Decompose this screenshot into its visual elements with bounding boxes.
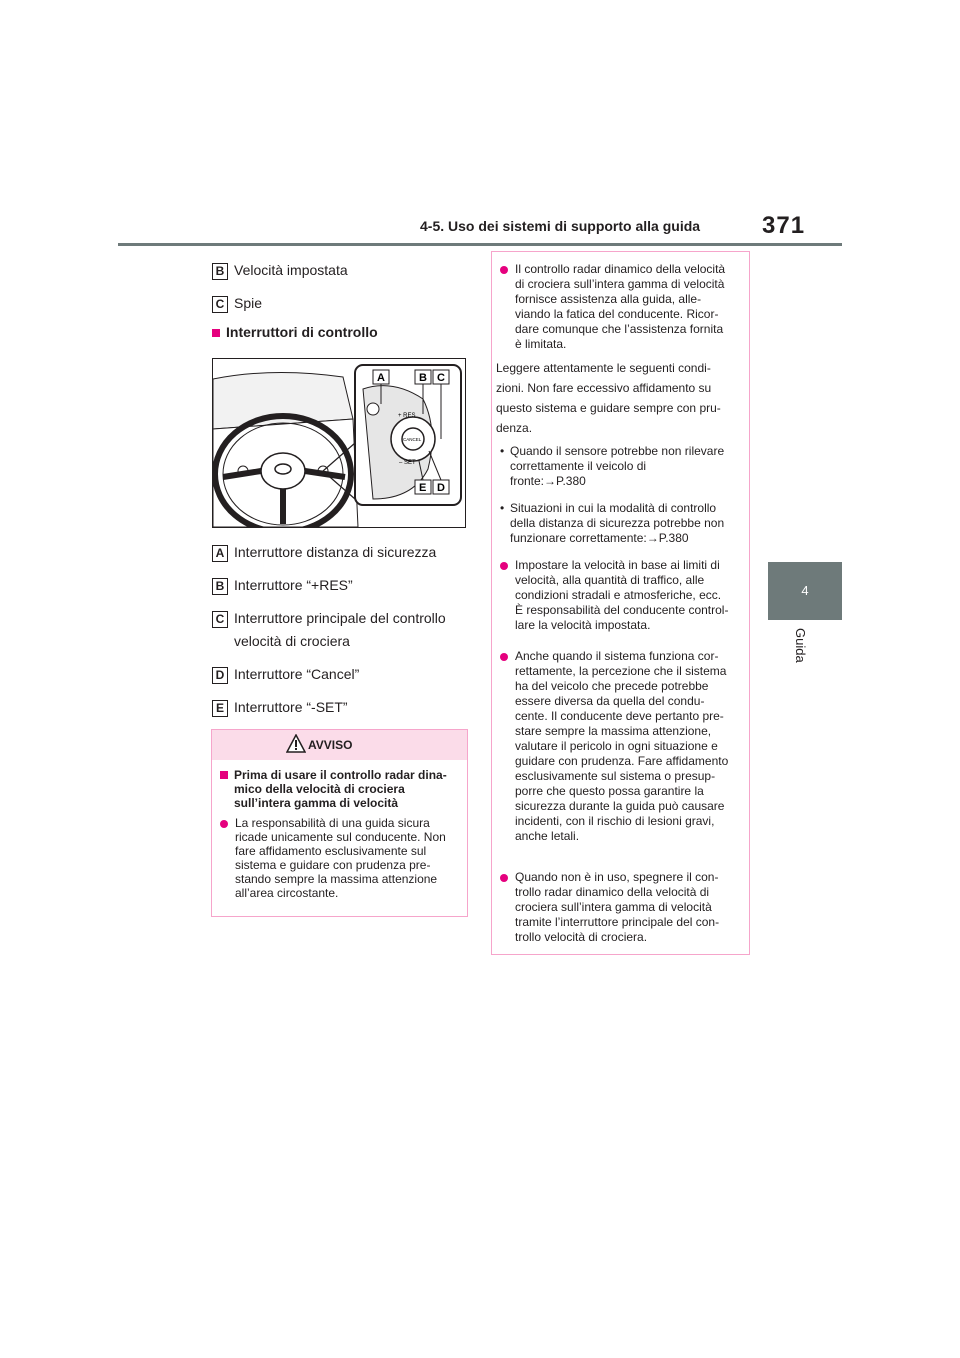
warning-triangle-icon: [286, 734, 306, 754]
res-button: + RES: [398, 413, 416, 419]
info-sub-item-1: • Quando il sensore potrebbe non rilevare correttamente il veicolo di fronte:→P.380: [500, 444, 725, 488]
label-e: E: [419, 482, 427, 494]
legend-text: Interruttore principale del controllo: [234, 610, 446, 626]
steering-wheel-figure: [212, 358, 466, 528]
page-reference-link[interactable]: funzionare correttamente:→P.380: [510, 531, 689, 545]
steering-wheel-illustration: [213, 359, 465, 527]
info-bullet-4: Quando non è in uso, spegnere il con- trollo radar dinamico della velocità di crociera sull’intera gamma di velocità tramite l’interruttore principale del con- trollo velocità di crociera.: [500, 870, 719, 945]
info-bullet-2: Impostare la velocità in base ai limiti di velocità, alla quantità di traffico, alle condizioni stradali e atmosferiche, ecc. È responsabilità del conducente control- lare la velocità impostata.: [500, 558, 728, 633]
page-reference-link[interactable]: fronte:→P.380: [510, 474, 586, 488]
page-number: 371: [762, 212, 806, 239]
badge: E: [212, 700, 228, 717]
round-bullet-icon: [500, 562, 508, 570]
legend-text: Interruttore “Cancel”: [234, 666, 360, 682]
badge: C: [212, 296, 228, 313]
label-c: C: [437, 372, 445, 384]
item-text: Velocità impostata: [234, 262, 348, 278]
badge: A: [212, 545, 228, 562]
badge: B: [212, 578, 228, 595]
badge: B: [212, 263, 228, 280]
info-bullet-3: Anche quando il sistema funziona cor- rettamente, la percezione che il sistema ha del veicolo che precede potrebbe essere diversa da quella del condu- cente. Il conducente deve pertanto pre- stare sempre la massima attenzione, valutare il pericolo in ogni situazione e guidare con prudenza. Fare affidamento esclusivamente sul sistema o presup- porre che questo possa garantire la sicurezza durante la guida può causare incidenti, con il rischio di lesioni gravi, anche letali.: [500, 649, 728, 844]
legend-text-cont: velocità di crociera: [234, 633, 350, 649]
legend-text: Interruttore distanza di sicurezza: [234, 544, 437, 560]
dot-marker-icon: •: [500, 501, 505, 515]
label-b: B: [419, 372, 427, 384]
info-sub-item-2: • Situazioni in cui la modalità di controllo della distanza di sicurezza potrebbe non funzionare correttamente:→P.380: [500, 501, 725, 545]
warning-box: [211, 729, 468, 917]
info-bullet-1: Il controllo radar dinamico della velocità di crociera sull’intera gamma di velocità fornisce assistenza alla guida, alle- viando la fatica del conducente. Ricor- dare comunque che l’assistenza fornita è limitata.: [500, 262, 745, 352]
round-bullet-icon: [500, 653, 508, 661]
warning-title: AVVISO: [308, 738, 353, 752]
chapter-tab: 4: [768, 562, 842, 620]
cancel-button: CANCEL: [403, 437, 422, 442]
info-box: [491, 251, 750, 955]
warning-heading: Prima di usare il controllo radar dina- mico della velocità di crociera sull’intera gamma di velocità: [220, 768, 447, 810]
section-heading: Interruttori di controllo: [212, 324, 378, 340]
badge: C: [212, 611, 228, 628]
badge: D: [212, 667, 228, 684]
legend-text: Interruttore “+RES”: [234, 577, 353, 593]
item-text: Spie: [234, 295, 263, 311]
info-paragraph: Leggere attentamente le seguenti condi- zioni. Non fare eccessivo affidamento su questo sistema e guidare sempre con pru- denza.: [496, 361, 721, 435]
warning-bullet: La responsabilità di una guida sicura ricade unicamente sul conducente. Non fare affidamento esclusivamente sul sistema e guidare con prudenza pre- stando sempre la massima attenzione all’area circostante.: [220, 816, 446, 900]
section-title: 4-5. Uso dei sistemi di supporto alla guida: [420, 218, 701, 234]
set-button: – SET: [399, 460, 416, 466]
dot-marker-icon: •: [500, 444, 505, 458]
label-a: A: [377, 372, 385, 384]
header-rule: [118, 243, 842, 246]
chapter-label: Guida: [793, 628, 808, 663]
square-bullet-icon: [220, 771, 228, 779]
round-bullet-icon: [500, 266, 508, 274]
square-bullet-icon: [212, 329, 220, 337]
label-d: D: [437, 482, 445, 494]
legend-text: Interruttore “-SET”: [234, 699, 348, 715]
round-bullet-icon: [500, 874, 508, 882]
round-bullet-icon: [220, 820, 228, 828]
